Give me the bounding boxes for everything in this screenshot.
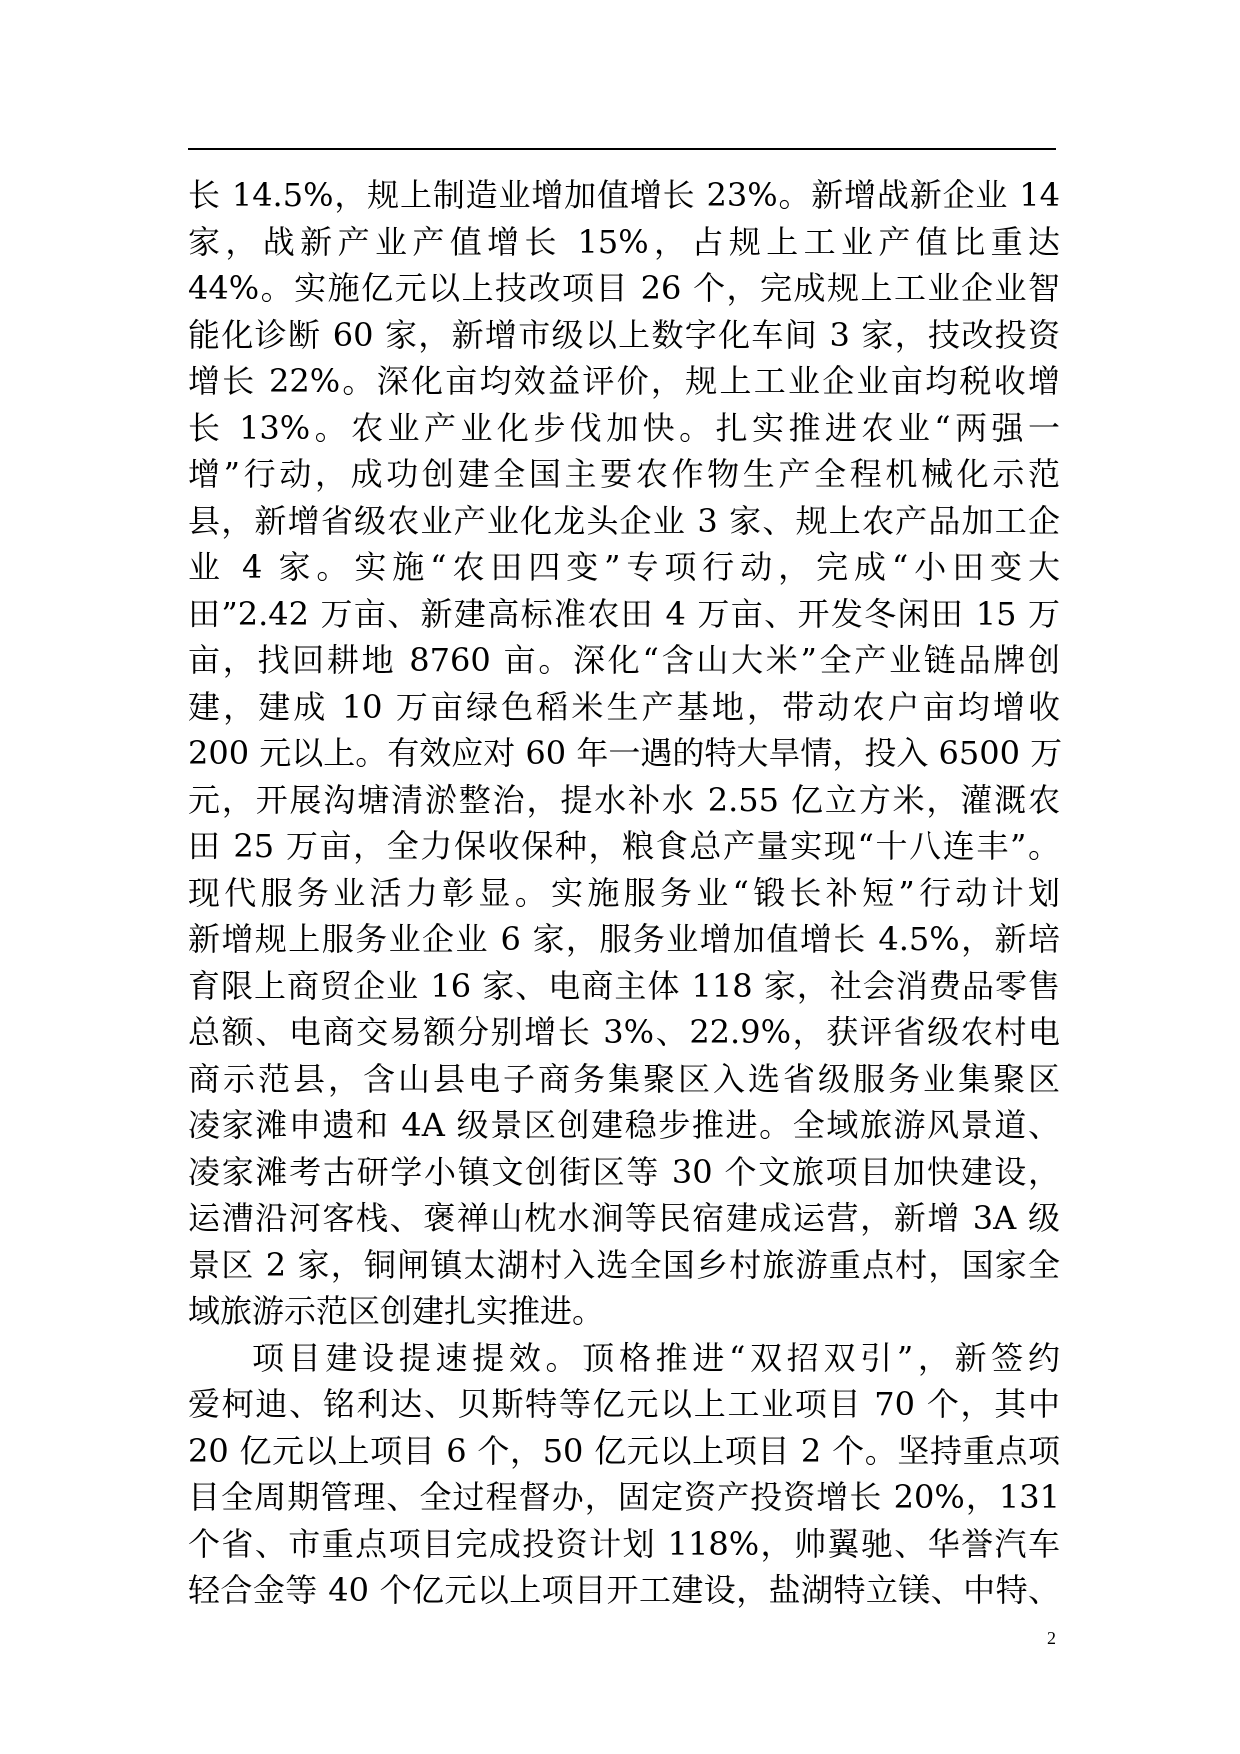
text-line: 能化诊断 60 家，新增市级以上数字化车间 3 家，技改投资 — [188, 315, 1060, 354]
text-line: 新增规上服务业企业 6 家，服务业增加值增长 4.5%，新培 — [188, 920, 1060, 958]
text-line: 田 25 万亩，全力保收保种，粮食总产量实现“十八连丰”。 — [188, 827, 1060, 865]
header-rule — [188, 148, 1056, 150]
text-line: 凌家滩考古研学小镇文创街区等 30 个文旅项目加快建设， — [188, 1152, 1060, 1191]
text-line: 20 亿元以上项目 6 个，50 亿元以上项目 2 个。坚持重点项 — [188, 1431, 1060, 1470]
text-line: 业 4 家。实施“农田四变”专项行动，完成“小田变大 — [188, 548, 1060, 586]
text-line: 长 14.5%，规上制造业增加值增长 23%。新增战新企业 14 — [188, 176, 1060, 214]
body-text — [188, 172, 1063, 1614]
text-line: 长 13%。农业产业化步伐加快。扎实推进农业“两强一 — [188, 408, 1060, 447]
text-line: 县，新增省级农业产业化龙头企业 3 家、规上农产品加工企 — [188, 501, 1060, 540]
text-line: 商示范县，含山县电子商务集聚区入选省级服务业集聚区 — [188, 1059, 1060, 1098]
text-line: 建，建成 10 万亩绿色稻米生产基地，带动农户亩均增收 — [188, 687, 1060, 726]
text-line: 目全周期管理、全过程督办，固定资产投资增长 20%，131 — [188, 1478, 1060, 1516]
text-line: 育限上商贸企业 16 家、电商主体 118 家，社会消费品零售 — [188, 966, 1060, 1005]
text-line: 域旅游示范区创建扎实推进。 — [188, 1292, 605, 1330]
text-line: 凌家滩申遗和 4A 级景区创建稳步推进。全域旅游风景道、 — [188, 1106, 1060, 1144]
text-line: 增长 22%。深化亩均效益评价，规上工业企业亩均税收增 — [188, 362, 1060, 400]
page-number: 2 — [1047, 1628, 1056, 1648]
text-line: 亩，找回耕地 8760 亩。深化“含山大米”全产业链品牌创 — [188, 641, 1060, 679]
text-line: 个省、市重点项目完成投资计划 118%，帅翼驰、华誉汽车 — [188, 1524, 1060, 1563]
text-line: 家，战新产业产值增长 15%，占规上工业产值比重达 — [188, 222, 1060, 261]
text-line: 总额、电商交易额分别增长 3%、22.9%，获评省级农村电 — [188, 1013, 1060, 1051]
text-line: 44%。实施亿元以上技改项目 26 个，完成规上工业企业智 — [188, 269, 1060, 307]
text-line: 爱柯迪、铭利达、贝斯特等亿元以上工业项目 70 个，其中 — [188, 1385, 1060, 1423]
text-line: 景区 2 家，铜闸镇太湖村入选全国乡村旅游重点村，国家全 — [188, 1245, 1060, 1284]
text-line: 田”2.42 万亩、新建高标准农田 4 万亩、开发冬闲田 15 万 — [188, 594, 1060, 633]
text-line: 轻合金等 40 个亿元以上项目开工建设，盐湖特立镁、中特、 — [188, 1571, 1060, 1609]
text-line: 运漕沿河客栈、褒禅山枕水涧等民宿建成运营，新增 3A 级 — [188, 1199, 1060, 1237]
paragraph-first-line: 项目建设提速提效。顶格推进“双招双引”，新签约 — [252, 1338, 1060, 1377]
text-line: 200 元以上。有效应对 60 年一遇的特大旱情，投入 6500 万 — [188, 734, 1063, 772]
text-line: 现代服务业活力彰显。实施服务业“锻长补短”行动计划 — [188, 873, 1060, 912]
text-line: 元，开展沟塘清淤整治，提水补水 2.55 亿立方米，灌溉农 — [188, 780, 1060, 819]
text-line: 增”行动，成功创建全国主要农作物生产全程机械化示范 — [188, 455, 1060, 493]
